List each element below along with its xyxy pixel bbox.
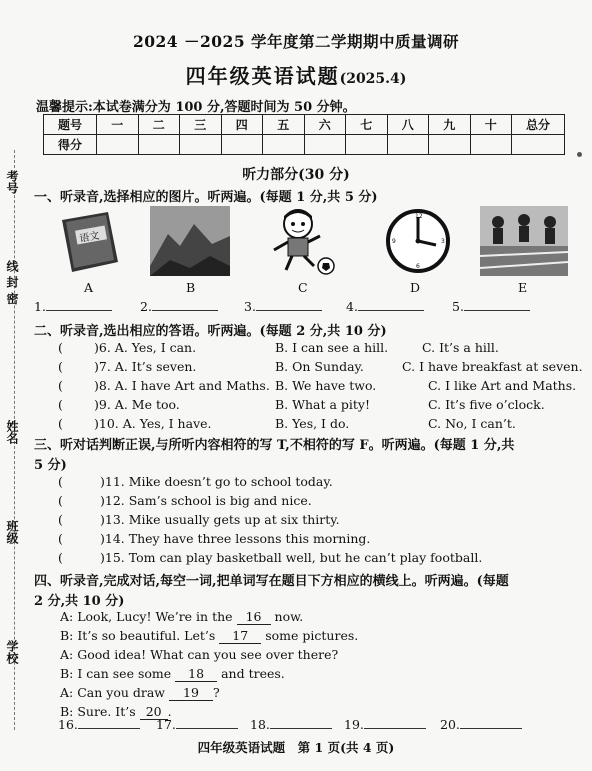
picture-label-d: D bbox=[410, 280, 421, 295]
tip-text: 温馨提示:本试卷满分为 100 分,答题时间为 50 分钟。 bbox=[36, 100, 356, 115]
paren-open[interactable]: ( bbox=[58, 359, 63, 374]
name-label: 姓名 bbox=[5, 420, 19, 444]
answer-4 bbox=[346, 298, 424, 314]
section4-title: 四、听录音,完成对话,每空一词,把单词写在题目下方相应的横线上。听两遍。(每题 bbox=[34, 574, 509, 589]
answer-blank[interactable] bbox=[460, 716, 522, 729]
score-cell[interactable] bbox=[138, 135, 180, 155]
score-cell[interactable] bbox=[470, 135, 512, 155]
dialog-text: B: I can see some bbox=[60, 666, 172, 681]
dialog-text: A: Can you draw bbox=[60, 685, 165, 700]
section2-title: 二、听录音,选出相应的答语。听两遍。(每题 2 分,共 10 分) bbox=[34, 324, 387, 339]
answer-2 bbox=[140, 298, 218, 314]
q-num: )9. bbox=[94, 397, 111, 412]
answer-num: 17. bbox=[156, 717, 176, 732]
svg-text:9: 9 bbox=[392, 238, 396, 245]
answer-blank[interactable] bbox=[358, 298, 424, 311]
option-a: A. It’s seven. bbox=[114, 359, 197, 374]
answer-18 bbox=[250, 716, 332, 732]
clock-icon bbox=[380, 206, 456, 276]
answer-19 bbox=[344, 716, 426, 732]
q6-a bbox=[94, 340, 196, 355]
q8-a bbox=[94, 378, 270, 393]
q6-c: C. It’s a hill. bbox=[422, 340, 499, 355]
col-10: 十 bbox=[470, 115, 512, 135]
answer-1 bbox=[34, 298, 112, 314]
q9-b: B. What a pity! bbox=[275, 397, 371, 412]
seal-label: 线 封 密 bbox=[5, 260, 19, 305]
q9-c: C. It’s five o’clock. bbox=[428, 397, 545, 412]
answer-blank[interactable] bbox=[270, 716, 332, 729]
option-a: A. Me too. bbox=[114, 397, 180, 412]
picture-label-b: B bbox=[186, 280, 196, 295]
answer-num: 2. bbox=[140, 299, 152, 314]
paren-open[interactable]: ( bbox=[58, 493, 63, 508]
paren-open[interactable]: ( bbox=[58, 378, 63, 393]
section4-title-cont: 2 分,共 10 分) bbox=[34, 594, 125, 609]
answer-blank[interactable] bbox=[256, 298, 322, 311]
dialog-line-5 bbox=[60, 685, 220, 701]
answer-3 bbox=[244, 298, 322, 314]
q8-c: C. I like Art and Maths. bbox=[428, 378, 577, 393]
answer-5 bbox=[452, 298, 530, 314]
dialog-line-4 bbox=[60, 666, 285, 682]
row-label-score: 得分 bbox=[44, 135, 97, 155]
page-title bbox=[0, 60, 592, 89]
q10-a bbox=[94, 416, 212, 431]
dialog-text: B: Sure. It’s bbox=[60, 704, 136, 719]
score-cell-total[interactable] bbox=[512, 135, 565, 155]
q15: )15. Tom can play basketball well, but he can’t play football. bbox=[100, 550, 483, 565]
score-table bbox=[43, 114, 565, 155]
score-cell[interactable] bbox=[346, 135, 388, 155]
q7-a bbox=[94, 359, 196, 374]
blank-20: 20 bbox=[140, 704, 168, 720]
answer-num: 1. bbox=[34, 299, 46, 314]
answer-num: 5. bbox=[452, 299, 464, 314]
score-row-values bbox=[44, 135, 565, 155]
term-header: 2024 －2025 学年度第二学期期中质量调研 bbox=[132, 32, 460, 51]
dialog-text: ? bbox=[212, 685, 220, 700]
q-num: )7. bbox=[94, 359, 111, 374]
svg-text:6: 6 bbox=[416, 263, 420, 270]
col-7: 七 bbox=[346, 115, 388, 135]
book-icon bbox=[52, 206, 128, 276]
q7-b: B. On Sunday. bbox=[275, 359, 364, 374]
football-kid-icon bbox=[262, 206, 344, 276]
dialog-text: A: Look, Lucy! We’re in the bbox=[60, 609, 233, 624]
q-num: )6. bbox=[94, 340, 111, 355]
paren-open[interactable]: ( bbox=[58, 416, 63, 431]
title-main: 四年级英语试题 bbox=[185, 64, 340, 88]
col-total: 总分 bbox=[512, 115, 565, 135]
dialog-text: . bbox=[167, 704, 172, 719]
svg-text:3: 3 bbox=[441, 238, 445, 245]
section3-title: 三、听对话判断正误,与所听内容相符的写 T,不相符的写 F。听两遍。(每题 1 分,共 bbox=[34, 438, 515, 453]
answer-num: 18. bbox=[250, 717, 270, 732]
score-row-header bbox=[44, 115, 565, 135]
score-cell[interactable] bbox=[263, 135, 305, 155]
mountain-icon bbox=[150, 206, 230, 276]
picture-label-c: C bbox=[298, 280, 308, 295]
q-num: )10. bbox=[94, 416, 119, 431]
dialog-text: B: It’s so beautiful. Let’s bbox=[60, 628, 216, 643]
row-label-question: 题号 bbox=[44, 115, 97, 135]
dialog-text: some pictures. bbox=[265, 628, 359, 643]
q10-b: B. Yes, I do. bbox=[275, 416, 350, 431]
dialog-line-1 bbox=[60, 609, 303, 625]
svg-text:12: 12 bbox=[415, 213, 423, 220]
blank-18: 18 bbox=[175, 666, 217, 682]
option-a: A. I have Art and Maths. bbox=[114, 378, 270, 393]
answer-num: 16. bbox=[58, 717, 78, 732]
score-cell[interactable] bbox=[180, 135, 222, 155]
class-label: 班级 bbox=[5, 520, 19, 544]
q13: )13. Mike usually gets up at six thirty. bbox=[100, 512, 340, 527]
paren-open[interactable]: ( bbox=[58, 512, 63, 527]
col-8: 八 bbox=[387, 115, 429, 135]
q-num: )8. bbox=[94, 378, 111, 393]
listening-part-title: 听力部分(30 分) bbox=[242, 167, 350, 183]
q6-b: B. I can see a hill. bbox=[275, 340, 389, 355]
col-9: 九 bbox=[429, 115, 471, 135]
score-cell[interactable] bbox=[387, 135, 429, 155]
dialog-text: now. bbox=[274, 609, 304, 624]
children-running-icon bbox=[480, 206, 568, 276]
col-2: 二 bbox=[138, 115, 180, 135]
score-cell[interactable] bbox=[97, 135, 139, 155]
dialog-line-3: A: Good idea! What can you see over there? bbox=[60, 647, 339, 662]
answer-16 bbox=[58, 716, 140, 732]
answer-blank[interactable] bbox=[78, 716, 140, 729]
paren-open[interactable]: ( bbox=[58, 550, 63, 565]
answer-blank[interactable] bbox=[46, 298, 112, 311]
option-a: A. Yes, I have. bbox=[122, 416, 212, 431]
answer-20 bbox=[440, 716, 522, 732]
col-1: 一 bbox=[97, 115, 139, 135]
score-cell[interactable] bbox=[429, 135, 471, 155]
answer-blank[interactable] bbox=[464, 298, 530, 311]
book-cover-text: 语文 bbox=[78, 230, 101, 245]
section1-title: 一、听录音,选择相应的图片。听两遍。(每题 1 分,共 5 分) bbox=[34, 190, 378, 205]
picture-label-a: A bbox=[84, 280, 94, 295]
title-year: (2025.4) bbox=[339, 71, 407, 87]
answer-blank[interactable] bbox=[152, 298, 218, 311]
answer-num: 20. bbox=[440, 717, 460, 732]
col-3: 三 bbox=[180, 115, 222, 135]
blank-19: 19 bbox=[169, 685, 213, 701]
number-label: 考号 bbox=[5, 170, 19, 194]
option-a: A. Yes, I can. bbox=[114, 340, 197, 355]
q8-b: B. We have two. bbox=[275, 378, 377, 393]
answer-num: 3. bbox=[244, 299, 256, 314]
col-5: 五 bbox=[263, 115, 305, 135]
punch-dot bbox=[577, 152, 582, 157]
picture-label-e: E bbox=[518, 280, 528, 295]
blank-16: 16 bbox=[237, 609, 271, 625]
paren-open[interactable]: ( bbox=[58, 340, 63, 355]
dialog-line-2 bbox=[60, 628, 358, 644]
paren-open[interactable]: ( bbox=[58, 397, 63, 412]
q12: )12. Sam’s school is big and nice. bbox=[100, 493, 312, 508]
q11: )11. Mike doesn’t go to school today. bbox=[100, 474, 333, 489]
dialog-text: and trees. bbox=[221, 666, 285, 681]
score-cell[interactable] bbox=[304, 135, 346, 155]
answer-blank[interactable] bbox=[176, 716, 238, 729]
col-4: 四 bbox=[221, 115, 263, 135]
blank-17: 17 bbox=[219, 628, 261, 644]
paren-open[interactable]: ( bbox=[58, 474, 63, 489]
q10-c: C. No, I can’t. bbox=[428, 416, 516, 431]
answer-num: 19. bbox=[344, 717, 364, 732]
q9-a bbox=[94, 397, 180, 412]
col-6: 六 bbox=[304, 115, 346, 135]
q14: )14. They have three lessons this morning. bbox=[100, 531, 371, 546]
answer-blank[interactable] bbox=[364, 716, 426, 729]
section3-title-cont: 5 分) bbox=[34, 458, 67, 473]
answer-num: 4. bbox=[346, 299, 358, 314]
school-label: 学校 bbox=[5, 640, 19, 664]
q7-c: C. I have breakfast at seven. bbox=[402, 359, 583, 374]
paren-open[interactable]: ( bbox=[58, 531, 63, 546]
page-footer: 四年级英语试题 第 1 页(共 4 页) bbox=[197, 740, 395, 755]
score-cell[interactable] bbox=[221, 135, 263, 155]
answer-17 bbox=[156, 716, 238, 732]
